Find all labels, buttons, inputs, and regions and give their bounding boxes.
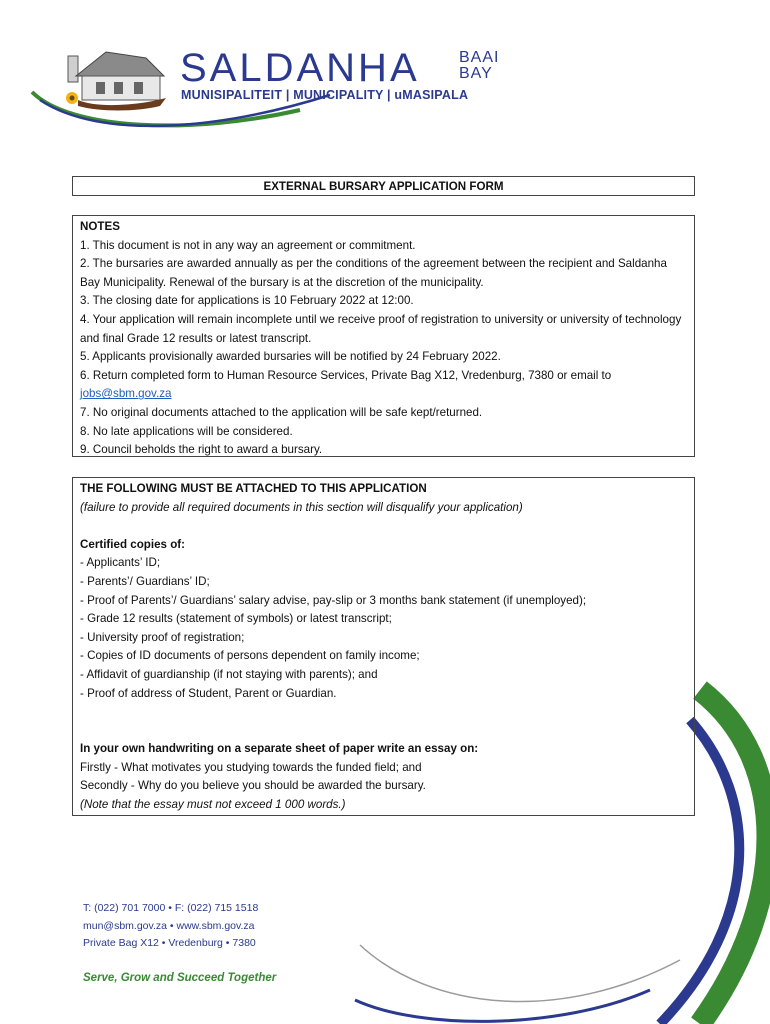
- note-item: 5. Applicants provisionally awarded bursaries will be notified by 24 February 2022.: [80, 350, 501, 364]
- brand-baai: BAAI: [459, 49, 500, 66]
- email-link[interactable]: jobs@sbm.gov.za: [80, 387, 172, 401]
- brand-subtitle: MUNISIPALITEIT | MUNICIPALITY | uMASIPALA: [181, 88, 469, 102]
- essay-item: Secondly - Why do you believe you should be awarded the bursary.: [80, 779, 426, 793]
- attachment-item: - Proof of Parents’/ Guardians’ salary advise, pay-slip or 3 months bank statement (if unemployed);: [80, 593, 587, 607]
- note-item: 8. No late applications will be considered.: [80, 424, 293, 438]
- brand-bay: BAY: [459, 65, 493, 82]
- contact-footer: [83, 900, 258, 953]
- brand-name: SALDANHA: [180, 46, 420, 90]
- essay-heading: In your own handwriting on a separate sheet of paper write an essay on:: [80, 742, 479, 756]
- footer-phone: T: (022) 701 7000 • F: (022) 715 1518: [83, 902, 259, 914]
- attachment-item: - Parents’/ Guardians’ ID;: [80, 574, 210, 588]
- note-item: 4. Your application will remain incomplete until we receive proof of registration to university or university of technology and final Grade 12 results or latest transcript.: [80, 312, 682, 345]
- attachments-section: [72, 477, 695, 816]
- slogan: Serve, Grow and Succeed Together: [83, 972, 277, 984]
- certified-heading: Certified copies of:: [80, 537, 186, 551]
- note-item: 9. Council beholds the right to award a bursary.: [80, 443, 323, 457]
- note-item: 7. No original documents attached to the application will be safe kept/returned.: [80, 405, 483, 419]
- footer-web: mun@sbm.gov.za • www.sbm.gov.za: [83, 919, 255, 932]
- notes-heading: NOTES: [80, 220, 120, 233]
- attachment-item: - Applicants’ ID;: [80, 556, 161, 570]
- essay-item: Firstly - What motivates you studying towards the funded field; and: [80, 760, 422, 774]
- brand-baai-bay: [459, 50, 499, 82]
- attachments-heading: THE FOLLOWING MUST BE ATTACHED TO THIS APPLICATION: [80, 482, 427, 495]
- attachment-item: - Copies of ID documents of persons dependent on family income;: [80, 649, 420, 663]
- attachment-item: - Affidavit of guardianship (if not staying with parents); and: [80, 667, 378, 681]
- attachment-item: - Proof of address of Student, Parent or Guardian.: [80, 686, 337, 700]
- attachment-item: - University proof of registration;: [80, 630, 245, 644]
- note-item: 2. The bursaries are awarded annually as per the conditions of the agreement between the recipient and Saldanha Bay Municipality. Renewal of the bursary is at the discretion of the municipality.: [80, 257, 667, 289]
- note-item: 6. Return completed form to Human Resource Services, Private Bag X12, Vredenburg, 7380 or email to: [80, 368, 612, 382]
- notes-section: [72, 215, 695, 457]
- footer-address: Private Bag X12 • Vredenburg • 7380: [83, 937, 256, 949]
- form-title: EXTERNAL BURSARY APPLICATION FORM: [72, 176, 695, 196]
- note-item: 3. The closing date for applications is 10 February 2022 at 12:00.: [80, 294, 414, 308]
- essay-note: (Note that the essay must not exceed 1 000 words.): [80, 797, 346, 811]
- attachment-item: - Grade 12 results (statement of symbols) or latest transcript;: [80, 612, 392, 626]
- note-item: 1. This document is not in any way an agreement or commitment.: [80, 238, 416, 252]
- attachments-warning: (failure to provide all required documents in this section will disqualify your application): [80, 500, 523, 514]
